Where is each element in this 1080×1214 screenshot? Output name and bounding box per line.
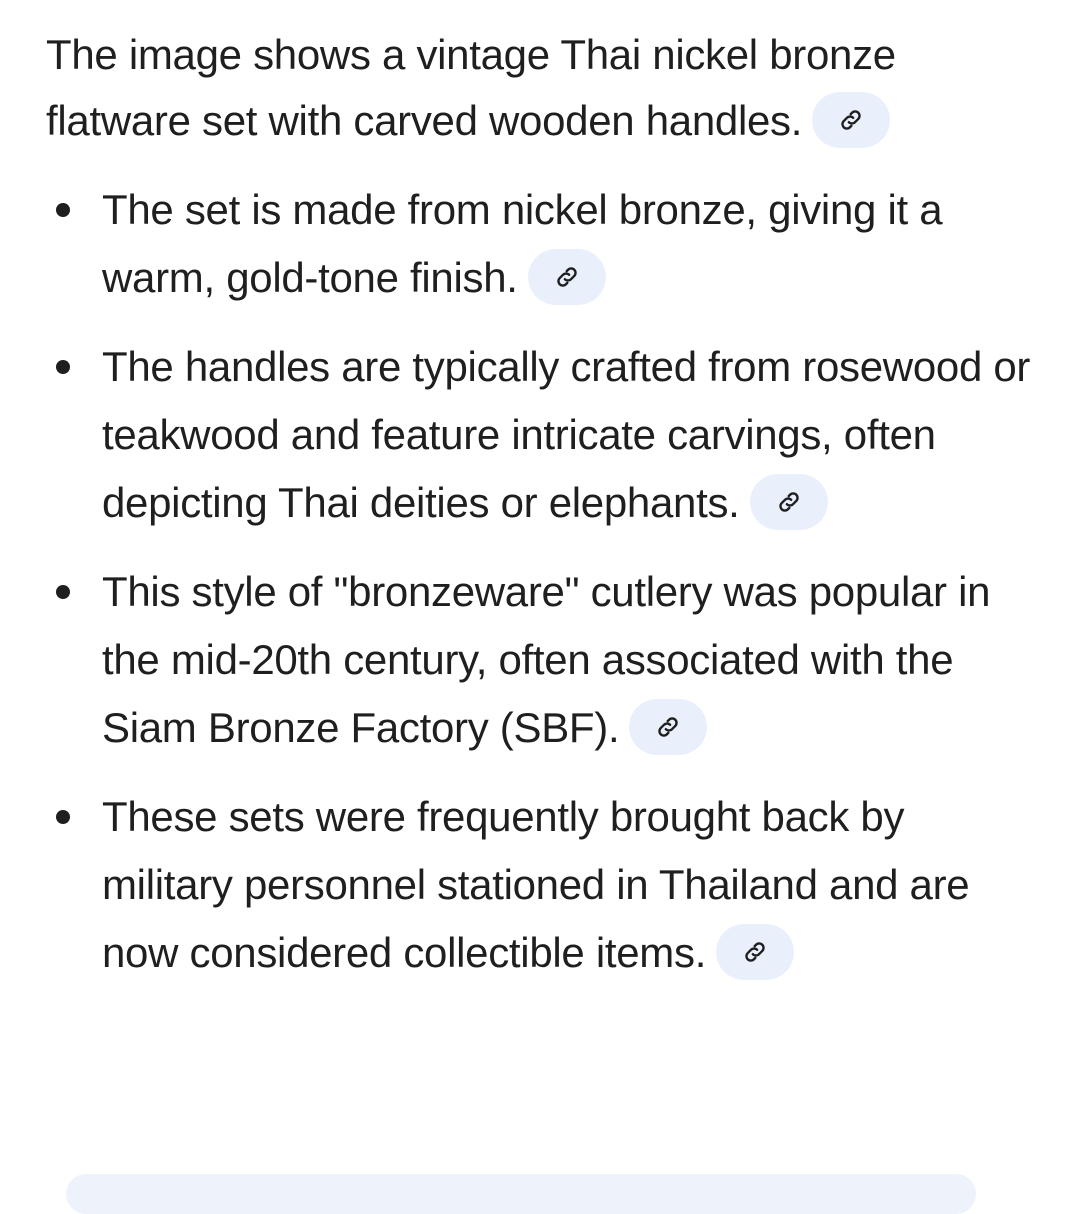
- bullet-text: These sets were frequently brought back by military personnel stationed in Thailand and are now considered collectible items.: [102, 793, 970, 976]
- link-icon: [742, 939, 768, 965]
- bullet-text: The set is made from nickel bronze, giving it a warm, gold-tone finish.: [102, 186, 943, 301]
- answer-bullet-list: [46, 176, 1046, 987]
- link-icon: [838, 107, 864, 133]
- list-item: [46, 558, 1046, 762]
- source-link-chip[interactable]: [716, 924, 794, 980]
- bullet-dot: [56, 203, 70, 217]
- source-link-chip[interactable]: [812, 92, 890, 148]
- link-icon: [776, 489, 802, 515]
- ai-answer: [46, 22, 1046, 1008]
- bullet-dot: [56, 360, 70, 374]
- source-link-chip[interactable]: [629, 699, 707, 755]
- link-icon: [554, 264, 580, 290]
- list-item: [46, 333, 1046, 537]
- list-item: [46, 783, 1046, 987]
- bullet-text: This style of "bronzeware" cutlery was popular in the mid-20th century, often associated with the Siam Bronze Factory (SBF).: [102, 568, 991, 751]
- source-link-chip[interactable]: [528, 249, 606, 305]
- source-link-chip[interactable]: [750, 474, 828, 530]
- list-item: [46, 176, 1046, 312]
- bullet-text: The handles are typically crafted from rosewood or teakwood and feature intricate carvings, often depicting Thai deities or elephants.: [102, 343, 1031, 526]
- answer-intro: [46, 22, 1046, 154]
- bottom-input-bar-edge[interactable]: [66, 1174, 976, 1214]
- bullet-dot: [56, 810, 70, 824]
- answer-intro-text: The image shows a vintage Thai nickel bronze flatware set with carved wooden handles.: [46, 31, 896, 144]
- bullet-dot: [56, 585, 70, 599]
- link-icon: [655, 714, 681, 740]
